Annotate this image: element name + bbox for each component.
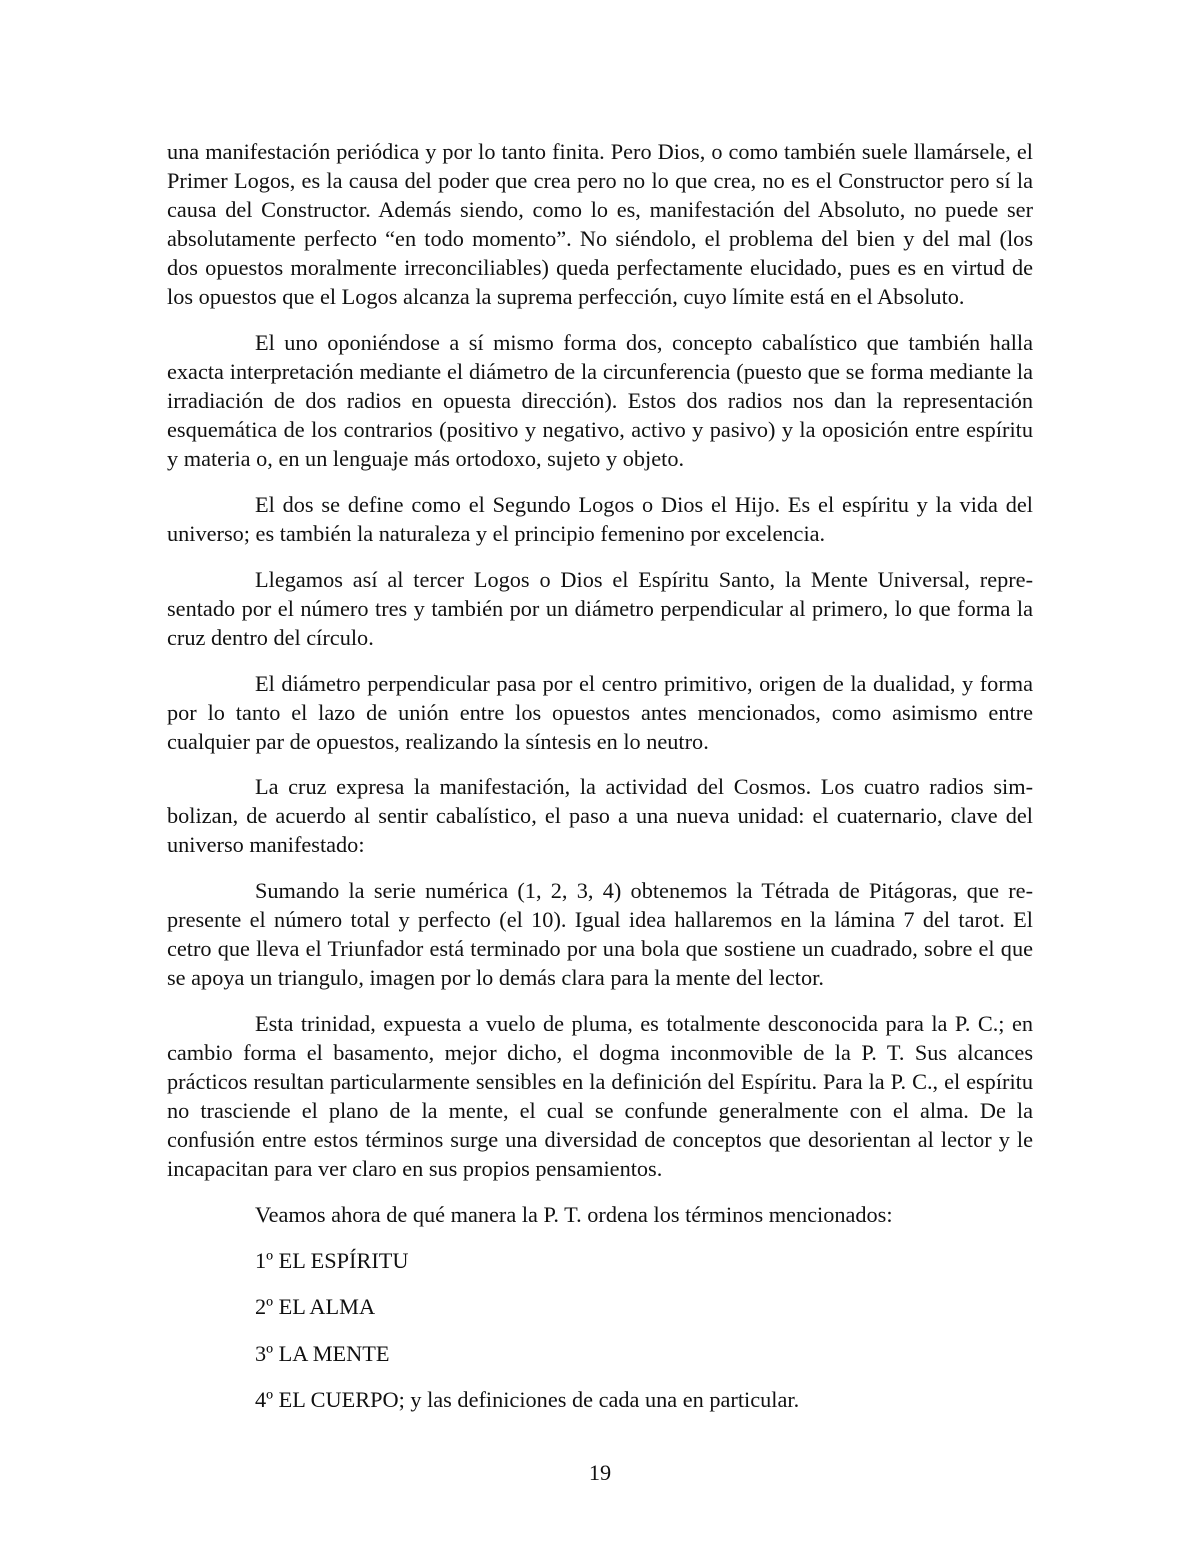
page-body <box>167 137 1033 1432</box>
paragraph: una manifestación periódica y por lo tanto finita. Pero Dios, o como también suele llamársele, el Primer Logos, es la causa del poder que crea pero no lo que crea, no es el Constructor pero sí la causa del Constructor. Además siendo, como lo es, manifestación del Absoluto, no puede ser absolutamente perfecto “en todo momento”. No siéndolo, el problema del bien y del mal (los dos opuestos moralmente irreconciliables) queda perfectamente elucidado, pues es en virtud de los opuestos que el Logos alcanza la suprema perfección, cuyo límite está en el Absoluto. <box>167 139 1033 310</box>
list-item-alma: 2º EL ALMA <box>255 1294 376 1320</box>
page-number: 19 <box>588 1460 612 1485</box>
paragraph: Esta trinidad, expuesta a vuelo de pluma, es totalmente desconocida para la P. C.; en cambio forma el basamento, mejor dicho, el dogma inconmovible de la P. T. Sus alcances prácticos resultan particularmente sensibles en la definición del Espíritu. Para la P. C., el espíritu no trasciende el plano de la mente, el cual se confunde generalmente con el alma. De la confusión entre estos términos surge una diversidad de conceptos que desorientan al lector y le incapacitan para ver claro en sus propios pensamientos. <box>167 1010 1033 1182</box>
paragraph: El uno oponiéndose a sí mismo forma dos, concepto cabalístico que también halla exacta interpretación mediante el diámetro de la circunferencia (puesto que se forma mediante la irradiación de dos radios en opuesta dirección). Estos dos radios nos dan la representación esquemática de los contrarios (positivo y negativo, activo y pasivo) y la oposición entre espíritu y materia o, en un lenguaje más ortodoxo, sujeto y objeto. <box>167 330 1033 472</box>
paragraph: Sumando la serie numérica (1, 2, 3, 4) obtenemos la Tétrada de Pitágoras, que represente el número total y perfecto (el 10). Igual idea hallaremos en la lámina 7 del tarot. El cetro que lleva el Triunfador está terminado por una bola que sostiene un cuadrado, sobre el que se apoya un triangulo, imagen por lo demás clara para la mente del lector. <box>167 878 1033 991</box>
list-item-espiritu: 1º EL ESPÍRITU <box>255 1247 409 1273</box>
list-item-mente: 3º LA MENTE <box>255 1340 390 1366</box>
paragraph: La cruz expresa la manifestación, la actividad del Cosmos. Los cuatro radios simbolizan, de acuerdo al sentir cabalístico, el paso a una nueva unidad: el cuaternario, clave del universo manifestado: <box>167 774 1033 858</box>
paragraph: Veamos ahora de qué manera la P. T. ordena los términos mencionados: <box>255 1202 893 1227</box>
paragraph: El dos se define como el Segundo Logos o Dios el Hijo. Es el espíritu y la vida del universo; es también la naturaleza y el principio femenino por excelencia. <box>167 492 1033 547</box>
list-item-cuerpo: 4º EL CUERPO; y las definiciones de cada una en particular. <box>255 1387 800 1413</box>
paragraph: Llegamos así al tercer Logos o Dios el Espíritu Santo, la Mente Universal, representado por el número tres y también por un diámetro perpendicular al primero, lo que forma la cruz dentro del círculo. <box>167 566 1033 650</box>
paragraph: El diámetro perpendicular pasa por el centro primitivo, origen de la dualidad, y forma por lo tanto el lazo de unión entre los opuestos antes mencionados, como asimismo entre cualquier par de opuestos, realizando la síntesis en lo neutro. <box>167 670 1033 754</box>
